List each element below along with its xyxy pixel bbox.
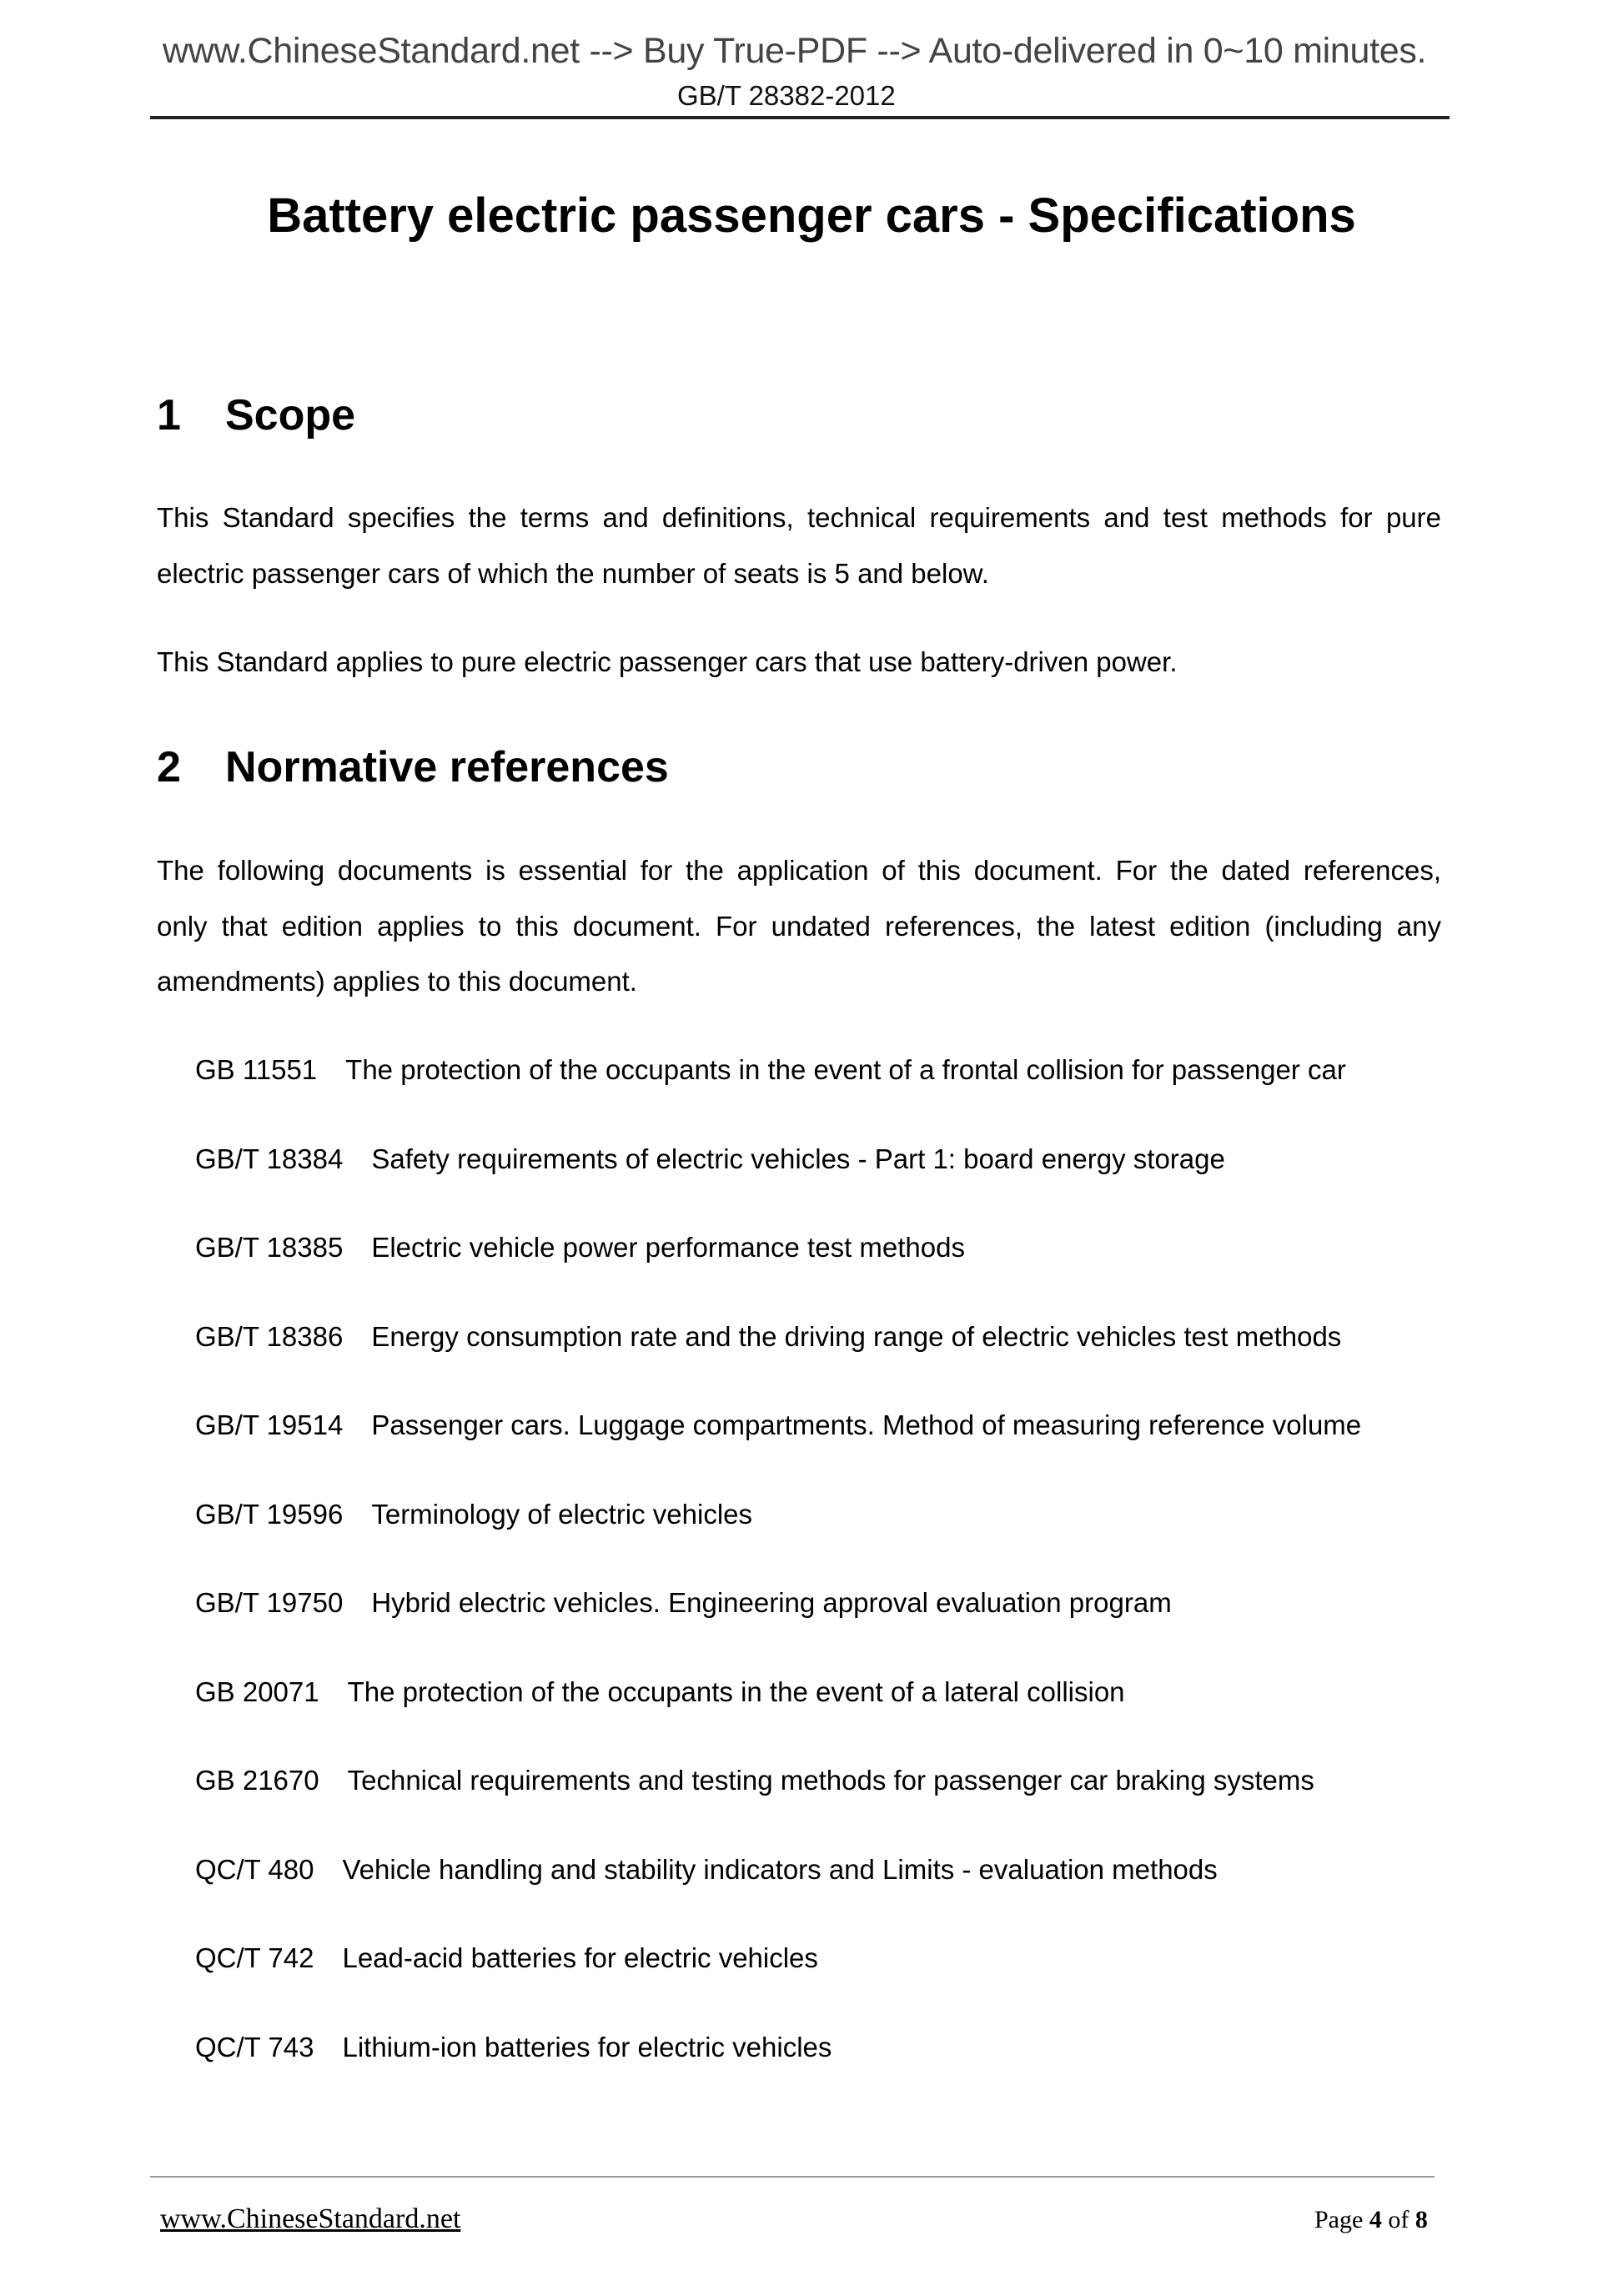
reference-code: GB 20071 — [195, 1676, 319, 1707]
paragraph-line: This Standard applies to pure electric passenger cars that use battery-driven power. — [157, 646, 1178, 677]
footer-divider — [150, 2176, 1435, 2178]
reference-code: GB 11551 — [195, 1054, 318, 1085]
reference-title: Energy consumption rate and the driving range of electric vehicles test methods — [371, 1320, 1342, 1352]
reference-item — [195, 2032, 832, 2063]
paragraph-line: electric passenger cars of which the number of seats is 5 and below. — [157, 558, 989, 589]
reference-title: Vehicle handling and stability indicators and Limits - evaluation methods — [342, 1853, 1218, 1885]
reference-title: Lead-acid batteries for electric vehicles — [342, 1942, 818, 1973]
reference-code: GB/T 19596 — [195, 1498, 344, 1530]
section-title: Scope — [225, 391, 356, 440]
reference-code: QC/T 480 — [195, 1853, 314, 1885]
reference-title: Technical requirements and testing methods for passenger car braking systems — [347, 1765, 1314, 1796]
page-total: 8 — [1414, 2206, 1428, 2233]
reference-code: QC/T 742 — [195, 1942, 314, 1973]
reference-code: GB/T 19514 — [195, 1409, 344, 1440]
reference-title: Terminology of electric vehicles — [371, 1498, 753, 1530]
reference-title: Electric vehicle power performance test methods — [371, 1232, 965, 1263]
of-label: of — [1388, 2206, 1409, 2233]
reference-item — [195, 1854, 1218, 1886]
page-number: 4 — [1369, 2206, 1382, 2233]
header-standard-code: GB/T 28382-2012 — [677, 80, 896, 111]
reference-title: The protection of the occupants in the event of a lateral collision — [347, 1676, 1125, 1707]
header-banner-link[interactable]: www.ChineseStandard.net --> Buy True-PDF --> Auto-delivered in 0~10 minutes. — [163, 31, 1427, 71]
reference-title: The protection of the occupants in the event of a frontal collision for passenger car — [345, 1054, 1346, 1085]
reference-item — [195, 1676, 1125, 1708]
reference-item — [195, 1143, 1225, 1175]
reference-title: Safety requirements of electric vehicles - Part 1: board energy storage — [371, 1143, 1225, 1174]
header-divider — [150, 116, 1450, 119]
paragraph-line: amendments) applies to this document. — [157, 966, 637, 997]
reference-item — [195, 1765, 1314, 1796]
reference-item — [195, 1409, 1361, 1441]
reference-code: GB/T 18385 — [195, 1232, 344, 1263]
document-title: Battery electric passenger cars - Specifications — [267, 188, 1356, 243]
section-number: 1 — [157, 391, 181, 440]
reference-item — [195, 1942, 818, 1974]
reference-code: GB/T 18386 — [195, 1320, 344, 1352]
paragraph-line: only that edition applies to this document. For undated references, the latest edition (including any — [157, 911, 1441, 942]
reference-item — [195, 1587, 1172, 1619]
reference-code: GB/T 19750 — [195, 1587, 344, 1618]
section-heading-normative-references — [157, 742, 669, 792]
paragraph-line: This Standard specifies the terms and definitions, technical requirements and test methods for pure — [157, 502, 1441, 533]
section-number: 2 — [157, 743, 181, 791]
reference-item — [195, 1499, 752, 1530]
reference-code: GB 21670 — [195, 1765, 319, 1796]
reference-title: Passenger cars. Luggage compartments. Method of measuring reference volume — [371, 1409, 1362, 1440]
reference-code: QC/T 743 — [195, 2031, 314, 2062]
page-label: Page — [1314, 2206, 1364, 2233]
reference-title: Lithium-ion batteries for electric vehicles — [342, 2031, 832, 2062]
section-heading-scope — [157, 390, 355, 440]
reference-code: GB/T 18384 — [195, 1143, 344, 1174]
reference-title: Hybrid electric vehicles. Engineering approval evaluation program — [371, 1587, 1172, 1618]
reference-item — [195, 1054, 1346, 1086]
footer-link[interactable]: www.ChineseStandard.net — [160, 2203, 461, 2234]
paragraph-line: The following documents is essential for the application of this document. For the dated references, — [157, 855, 1441, 886]
reference-item — [195, 1232, 965, 1264]
page-indicator — [1314, 2206, 1428, 2234]
reference-item — [195, 1321, 1341, 1353]
section-title: Normative references — [225, 743, 669, 791]
